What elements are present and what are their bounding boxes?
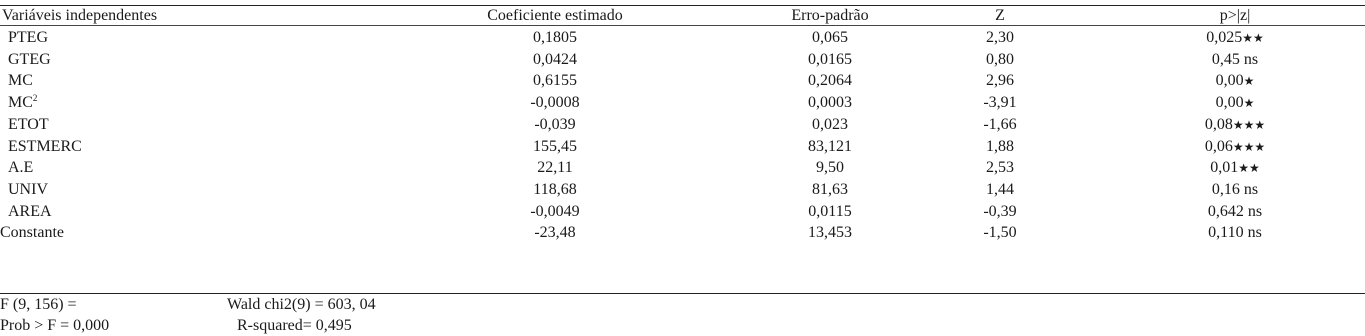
table-bottom-rule <box>0 293 1365 294</box>
p-value-text: 0,110 ns <box>1208 224 1262 242</box>
cell-std-error: 81,63 <box>812 180 848 198</box>
cell-coefficient: -0,039 <box>534 115 576 133</box>
p-value-text: 0,00 <box>1215 94 1244 112</box>
p-value-text: 0,16 ns <box>1211 180 1259 198</box>
significance-stars-icon: ★ <box>1243 96 1255 111</box>
cell-coefficient: -0,0049 <box>530 202 580 220</box>
cell-coefficient: -23,48 <box>534 224 576 242</box>
table-row <box>0 114 1365 135</box>
table-row <box>0 27 1365 48</box>
cell-z: 2,96 <box>986 72 1014 90</box>
p-value-text: 0,642 ns <box>1207 202 1263 220</box>
cell-variable <box>8 70 33 91</box>
cell-variable <box>8 201 52 222</box>
header-p-value: p>|z| <box>1219 7 1251 24</box>
cell-p-value <box>1160 222 1310 243</box>
cell-std-error: 0,0165 <box>808 50 852 68</box>
significance-stars-icon: ★★ <box>1242 31 1264 45</box>
cell-variable <box>8 157 33 178</box>
cell-std-error: 0,0003 <box>808 94 852 112</box>
p-value-text: 0,01 <box>1210 159 1239 177</box>
cell-p-value <box>1160 92 1310 114</box>
variable-name: MC <box>8 94 33 112</box>
cell-p-value <box>1160 157 1310 179</box>
cell-z: 1,44 <box>986 180 1014 198</box>
footer-prob: Prob > F = 0,000 <box>0 317 110 334</box>
header-z: Z <box>995 7 1005 24</box>
cell-std-error: 9,50 <box>816 159 844 177</box>
table-row <box>0 201 1365 222</box>
cell-p-value <box>1160 27 1310 49</box>
variable-name: ESTMERC <box>8 137 82 155</box>
cell-coefficient: 0,0424 <box>533 50 577 68</box>
cell-coefficient: 155,45 <box>533 137 577 155</box>
cell-variable <box>8 49 51 70</box>
table-row <box>0 157 1365 178</box>
table-row <box>0 49 1365 70</box>
cell-p-value <box>1160 70 1310 92</box>
cell-p-value <box>1160 179 1310 200</box>
cell-std-error: 13,453 <box>808 224 852 242</box>
header-coefficient: Coeficiente estimado <box>487 7 623 24</box>
p-value-text: 0,06 <box>1204 137 1233 155</box>
variable-name: GTEG <box>8 50 51 68</box>
cell-std-error: 83,121 <box>808 137 852 155</box>
significance-stars-icon: ★★★ <box>1232 117 1266 132</box>
cell-coefficient: 0,6155 <box>533 72 577 90</box>
cell-variable <box>8 114 49 135</box>
cell-p-value <box>1160 49 1310 70</box>
variable-name: MC <box>8 72 33 90</box>
variable-name: PTEG <box>8 29 48 46</box>
variable-name: ETOT <box>8 115 49 133</box>
variable-name: Constante <box>0 224 64 242</box>
cell-coefficient: 118,68 <box>533 180 577 198</box>
p-value-text: 0,45 ns <box>1211 50 1259 68</box>
cell-variable <box>8 136 82 157</box>
table-header-row <box>0 5 1365 26</box>
variable-superscript: 2 <box>32 93 38 104</box>
cell-z: 0,80 <box>986 50 1014 68</box>
cell-z: -3,91 <box>983 94 1017 112</box>
cell-p-value <box>1160 201 1310 222</box>
cell-std-error: 0,023 <box>812 115 848 133</box>
cell-std-error: 0,2064 <box>808 72 852 90</box>
variable-name: UNIV <box>8 180 48 198</box>
cell-std-error: 0,0115 <box>808 202 852 220</box>
cell-z: -0,39 <box>983 202 1017 220</box>
footer-f-label: F (9, 156) = <box>0 296 77 313</box>
table-row <box>0 70 1365 91</box>
cell-variable <box>8 179 48 200</box>
significance-stars-icon: ★ <box>1243 74 1255 89</box>
table-header-rule <box>0 25 1365 26</box>
cell-coefficient: -0,0008 <box>530 94 580 112</box>
significance-stars-icon: ★★ <box>1238 161 1260 176</box>
p-value-text: 0,08 <box>1204 115 1233 133</box>
header-std-error: Erro-padrão <box>791 7 869 24</box>
table-row <box>0 92 1365 113</box>
cell-coefficient: 22,11 <box>537 159 573 177</box>
table-row <box>0 222 1365 243</box>
cell-p-value <box>1160 136 1310 158</box>
cell-z: -1,66 <box>983 115 1017 133</box>
cell-coefficient: 0,1805 <box>533 29 577 46</box>
cell-z: 2,53 <box>986 159 1014 177</box>
cell-p-value <box>1160 114 1310 136</box>
table-row <box>0 136 1365 157</box>
cell-variable <box>8 92 37 113</box>
p-value-text: 0,00 <box>1215 72 1244 90</box>
footer-wald: Wald chi2(9) = 603, 04 <box>227 296 376 313</box>
header-variables: Variáveis independentes <box>2 7 158 24</box>
cell-std-error: 0,065 <box>812 29 848 46</box>
cell-variable <box>0 222 64 243</box>
variable-name: A.E <box>8 159 34 177</box>
cell-z: -1,50 <box>983 224 1017 242</box>
cell-z: 1,88 <box>986 137 1014 155</box>
table-row <box>0 179 1365 200</box>
variable-name: AREA <box>8 202 52 220</box>
cell-variable <box>8 27 48 48</box>
p-value-text: 0,025 <box>1206 29 1243 46</box>
footer-r-squared: R-squared= 0,495 <box>237 317 352 334</box>
cell-z: 2,30 <box>986 29 1014 46</box>
significance-stars-icon: ★★★ <box>1232 139 1266 154</box>
